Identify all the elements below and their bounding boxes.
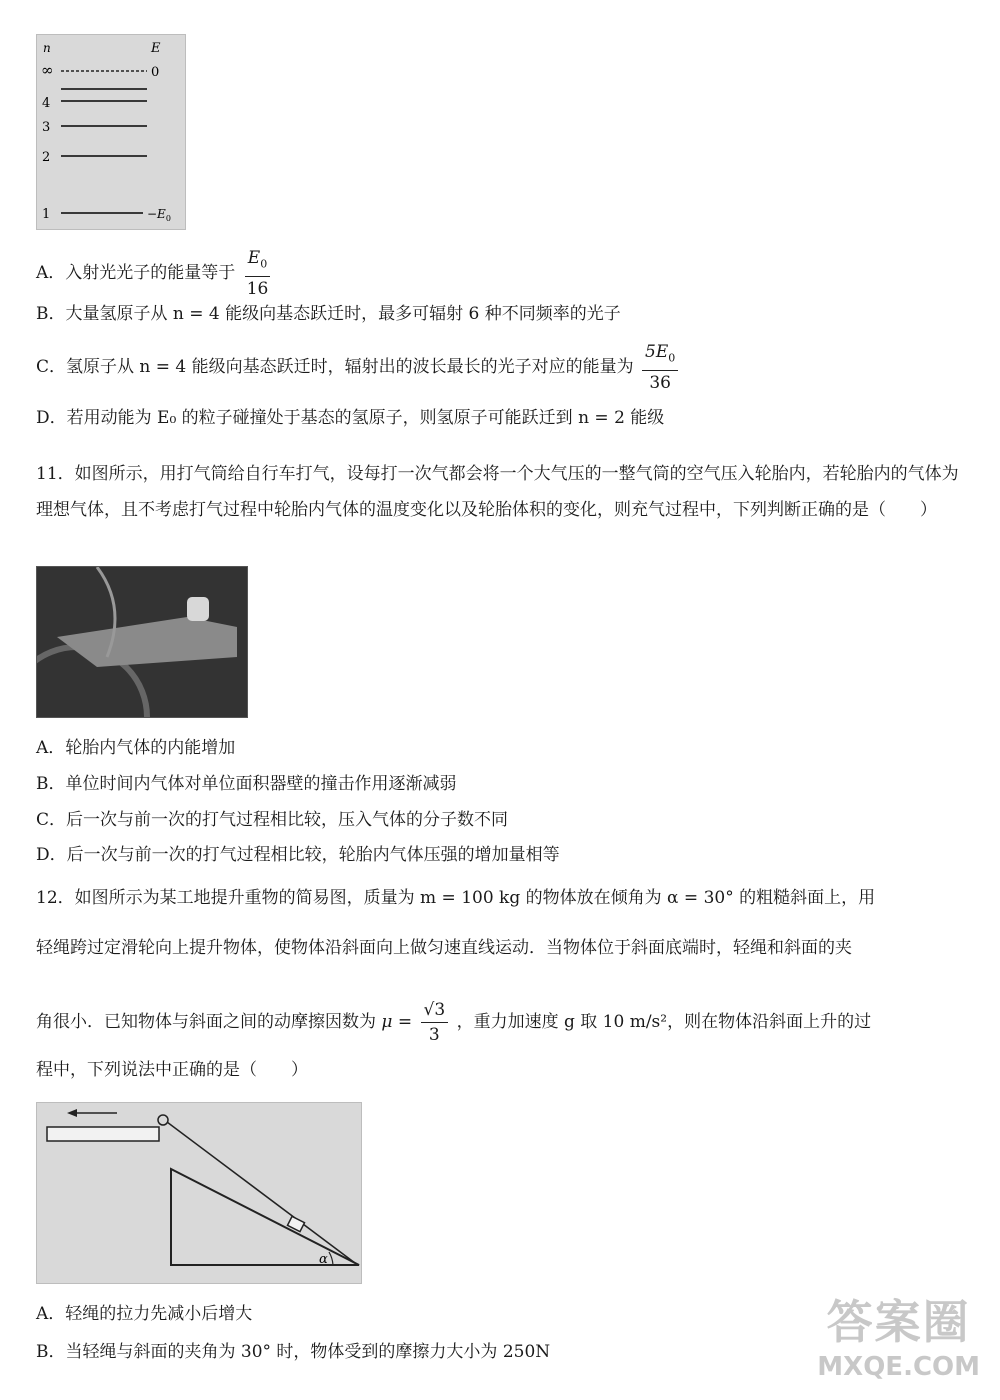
energy-level-diagram	[36, 34, 186, 230]
incline-triangle	[171, 1169, 359, 1265]
q10-option-b: B．大量氢原子从 n = 4 能级向基态跃迁时，最多可辐射 6 种不同频率的光子	[36, 304, 621, 324]
bicycle-pump-photo	[36, 566, 248, 718]
q11-stem: 11．如图所示，用打气筒给自行车打气，设每打一次气都会将一个大气压的一整气筒的空气压入轮胎内，若轮胎内的气体为理想气体，且不考虑打气过程中轮胎内气体的温度变化以及轮胎体积的变化，则充气过程中，下列判断正确的是（ ）	[36, 464, 959, 520]
level-1-energy: $-E_0$	[147, 207, 171, 223]
bicycle-pump-illustration	[37, 567, 247, 717]
q11-option-d: D．后一次与前一次的打气过程相比较，轮胎内气体压强的增加量相等	[36, 845, 560, 865]
rope	[167, 1122, 355, 1263]
level-1-label: 1	[42, 207, 51, 222]
q11-option-c: C．后一次与前一次的打气过程相比较，压入气体的分子数不同	[36, 810, 509, 830]
q12-option-a: A．轻绳的拉力先减小后增大	[36, 1304, 253, 1324]
incline-svg	[37, 1103, 361, 1283]
watermark-logo: 答案圈 MXQE.COM	[817, 1295, 980, 1382]
level-inf-energy: 0	[151, 65, 160, 80]
pump-nozzle	[187, 597, 209, 621]
q12-line-2: 轻绳跨过定滑轮向上提升物体，使物体沿斜面向上做匀速直线运动．当物体位于斜面底端时，轻绳和斜面的夹	[36, 938, 852, 958]
incline-diagram	[36, 1102, 362, 1284]
fraction-5e0-36: $\frac{5E_0}{36}$	[642, 340, 678, 395]
level-2-label: 2	[42, 150, 51, 165]
axis-e-label: E	[151, 41, 161, 56]
q11-option-a: A．轮胎内气体的内能增加	[36, 738, 236, 758]
q12-line-3: 角很小．已知物体与斜面之间的动摩擦因数为 μ = $\frac{√3}{3}$ ，重力加速度 g 取 10 m/s²，则在物体沿斜面上升的过	[36, 1000, 872, 1045]
level-inf-label: ∞	[41, 61, 54, 79]
motion-arrow-head	[67, 1109, 77, 1117]
platform	[47, 1127, 159, 1141]
q12-line-4: 程中，下列说法中正确的是（ ）	[36, 1060, 308, 1080]
fraction-e0-16: $\frac{E_0}{16}$	[246, 248, 269, 300]
alpha-label: α	[319, 1252, 328, 1267]
level-3-label: 3	[42, 120, 51, 135]
angle-arc	[329, 1252, 333, 1265]
q10-option-a: A．入射光光子的能量等于 $\frac{E_0}{16}$	[36, 246, 274, 301]
level-4-label: 4	[42, 96, 51, 111]
axis-n-label: n	[43, 41, 51, 55]
q10-option-c: C．氢原子从 n = 4 能级向基态跃迁时，辐射出的波长最长的光子对应的能量为 $\frac{5E_0}{36}$	[36, 340, 681, 395]
q10-option-d: D．若用动能为 E₀ 的粒子碰撞处于基态的氢原子，则氢原子可能跃迁到 n = 2 能级	[36, 408, 665, 428]
energy-level-svg	[37, 35, 185, 229]
q11-option-b: B．单位时间内气体对单位面积器壁的撞击作用逐渐减弱	[36, 774, 457, 794]
q12-line-1: 12．如图所示为某工地提升重物的简易图，质量为 m = 100 kg 的物体放在倾角为 α = 30° 的粗糙斜面上，用	[36, 888, 876, 908]
pulley	[158, 1115, 168, 1125]
fraction-sqrt3-3: $\frac{√3}{3}$	[421, 998, 449, 1047]
q12-option-b: B．当轻绳与斜面的夹角为 30° 时，物体受到的摩擦力大小为 250N	[36, 1342, 551, 1362]
